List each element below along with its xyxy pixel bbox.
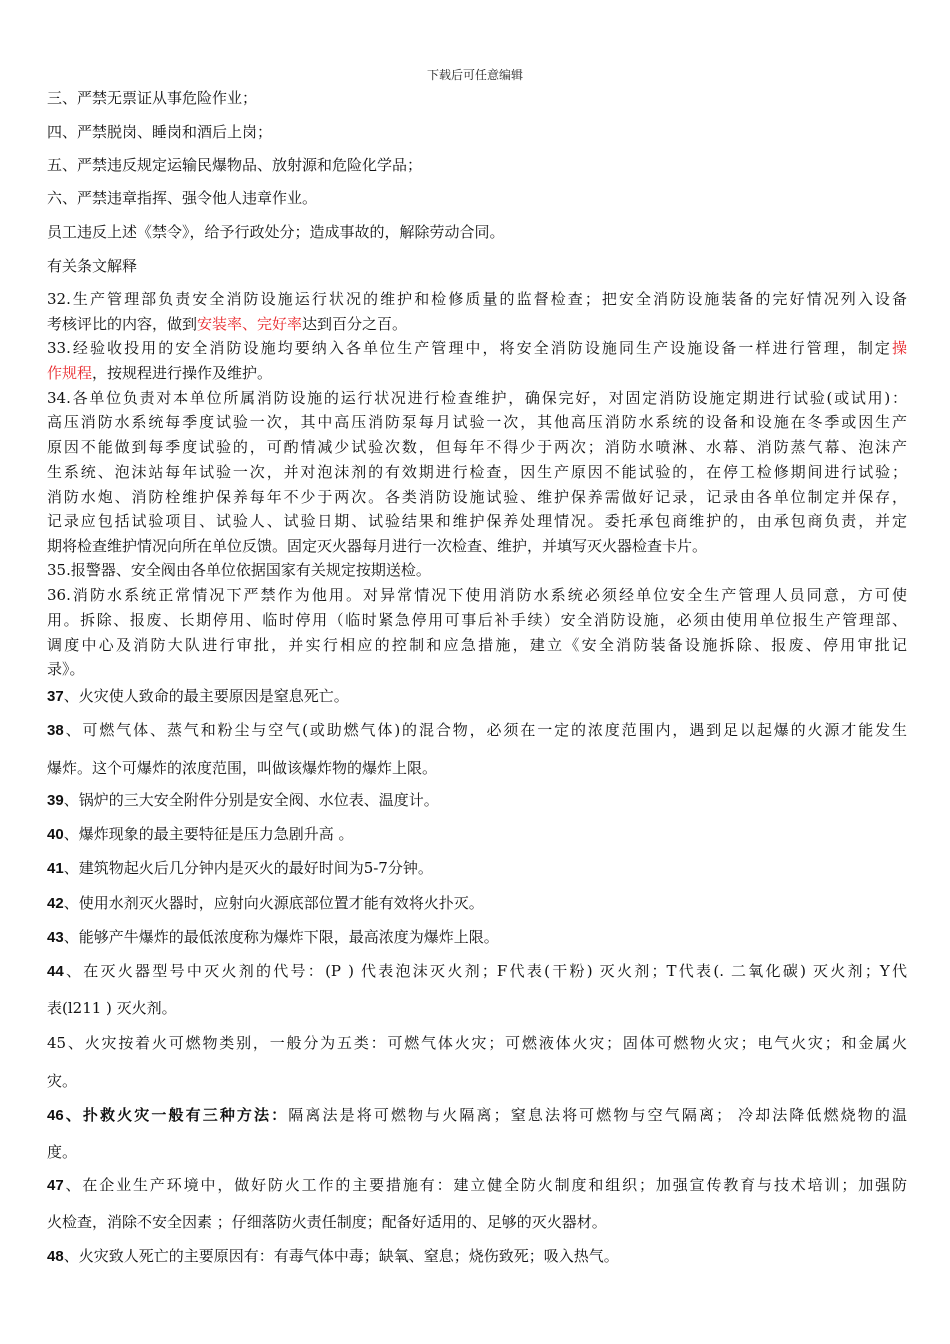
clause-33-line: 33.经验收投用的安全消防设施均要纳入各单位生产管理中，将安全消防设施同生产设施设备一样进行管理，制定操 [47,339,907,357]
qa-47-line: 火检查，消除不安全因素 ；仔细落防火责任制度；配备好适用的、足够的灭火器材。 [47,1213,607,1231]
qa-48: 48、火灾致人死亡的主要原因有：有毒气体中毒；缺氧、窒息；烧伤致死；吸入热气。 [47,1247,619,1265]
clause-36-line: 用。拆除、报废、长期停用、临时停用（临时紧急停用可事后补手续）安全消防设施，必须由使用单位报生产管理部、 [47,611,907,629]
clause-36-line: 36.消防水系统正常情况下严禁作为他用。对异常情况下使用消防水系统必须经单位安全生产管理人员同意，方可使 [47,586,907,604]
qa-46-line: 度。 [47,1143,78,1161]
clause-32-line: 考核评比的内容，做到安装率、完好率达到百分之百。 [47,315,408,333]
clause-36-line: 调度中心及消防大队进行审批，并实行相应的控制和应急措施，建立《安全消防装备设施拆除、报废、停用审批记 [47,636,907,654]
clause-35-line: 35.报警器、安全阀由各单位依据国家有关规定按期送检。 [47,561,431,579]
prohibition-item: 五、严禁违反规定运输民爆物品、放射源和危险化学品； [47,156,423,174]
qa-47-line: 47、在企业生产环境中，做好防火工作的主要措施有：建立健全防火制度和组织；加强宣传教育与技术培训；加强防 [47,1176,907,1194]
prohibition-item: 三、严禁无票证从事危险作业； [47,89,258,107]
qa-43: 43、能够产牛爆炸的最低浓度称为爆炸下限，最高浓度为爆炸上限。 [47,928,499,946]
qa-46-line: 46、扑救火灾一般有三种方法：隔离法是将可燃物与火隔离；窒息法将可燃物与空气隔离； 冷却法降低燃烧物的温 [47,1106,907,1124]
page-header: 下载后可任意编辑 [426,68,523,82]
prohibition-item: 六、严禁违章指挥、强令他人违章作业。 [47,189,318,207]
qa-42: 42、使用水剂灭火器时，应射向火源底部位置才能有效将火扑灭。 [47,894,484,912]
clause-34-line: 高压消防水系统每季度试验一次，其中高压消防泵每月试验一次，其他高压消防水系统的设备和设施在冬季或因生产 [47,413,907,431]
qa-45-line: 45、火灾按着火可燃物类别，一般分为五类：可燃气体火灾；可燃液体火灾；固体可燃物火灾；电气火灾；和金属火 [47,1034,907,1052]
highlight-text: 安装率、完好率 [197,315,303,333]
clause-34-line: 34.各单位负责对本单位所属消防设施的运行状况进行检查维护，确保完好，对固定消防设施定期进行试验(或试用)： [47,389,907,407]
qa-37: 37、火灾使人致命的最主要原因是窒息死亡。 [47,687,349,705]
clause-34-line: 期将检查维护情况向所在单位反馈。固定灭火器每月进行一次检查、维护，并填写灭火器检查卡片。 [47,537,708,555]
qa-40: 40、爆炸现象的最主要特征是压力急剧升高 。 [47,825,354,843]
clause-34-line: 记录应包括试验项目、试验人、试验日期、试验结果和维护保养处理情况。委托承包商维护的，由承包商负责，并定 [47,512,907,530]
qa-38-line: 爆炸。这个可爆炸的浓度范围，叫做该爆炸物的爆炸上限。 [47,759,438,777]
highlight-text: 操 [891,339,907,357]
clause-33-line: 作规程，按规程进行操作及维护。 [47,364,273,382]
qa-38-line: 38、可燃气体、蒸气和粉尘与空气(或助燃气体)的混合物，必须在一定的浓度范围内，遇到足以起爆的火源才能发生 [47,721,907,739]
section-title: 有关条文解释 [47,257,138,275]
qa-41: 41、建筑物起火后几分钟内是灭火的最好时间为5-7分钟。 [47,859,433,877]
highlight-text: 作规程 [47,364,93,382]
clause-36-line: 录》。 [47,660,85,678]
clause-34-line: 生系统、泡沫站每年试验一次，并对泡沫剂的有效期进行检查，因生产原因不能试验的，在停工检修期间进行试验； [47,463,907,481]
qa-39: 39、锅炉的三大安全附件分别是安全阀、水位表、温度计。 [47,791,439,809]
penalty-text: 员工违反上述《禁令》，给予行政处分；造成事故的，解除劳动合同。 [47,223,505,241]
clause-32-line: 32.生产管理部负责安全消防设施运行状况的维护和检修质量的监督检查；把安全消防设施装备的完好情况列入设备 [47,290,907,308]
prohibition-item: 四、严禁脱岗、睡岗和酒后上岗； [47,123,273,141]
clause-34-line: 原因不能做到每季度试验的，可酌情减少试验次数，但每年不得少于两次；消防水喷淋、水幕、消防蒸气幕、泡沫产 [47,438,907,456]
qa-45-line: 灾。 [47,1072,78,1090]
clause-34-line: 消防水炮、消防栓维护保养每年不少于两次。各类消防设施试验、维护保养需做好记录，记录由各单位制定并保存， [47,488,907,506]
qa-44-line: 表(l211 ) 灭火剂。 [47,999,177,1017]
qa-44-line: 44、在灭火器型号中灭火剂的代号：(P ) 代表泡沫灭火剂；F代表(干粉) 灭火剂；T代表(. 二氧化碳) 灭火剂；Y代 [47,962,907,980]
